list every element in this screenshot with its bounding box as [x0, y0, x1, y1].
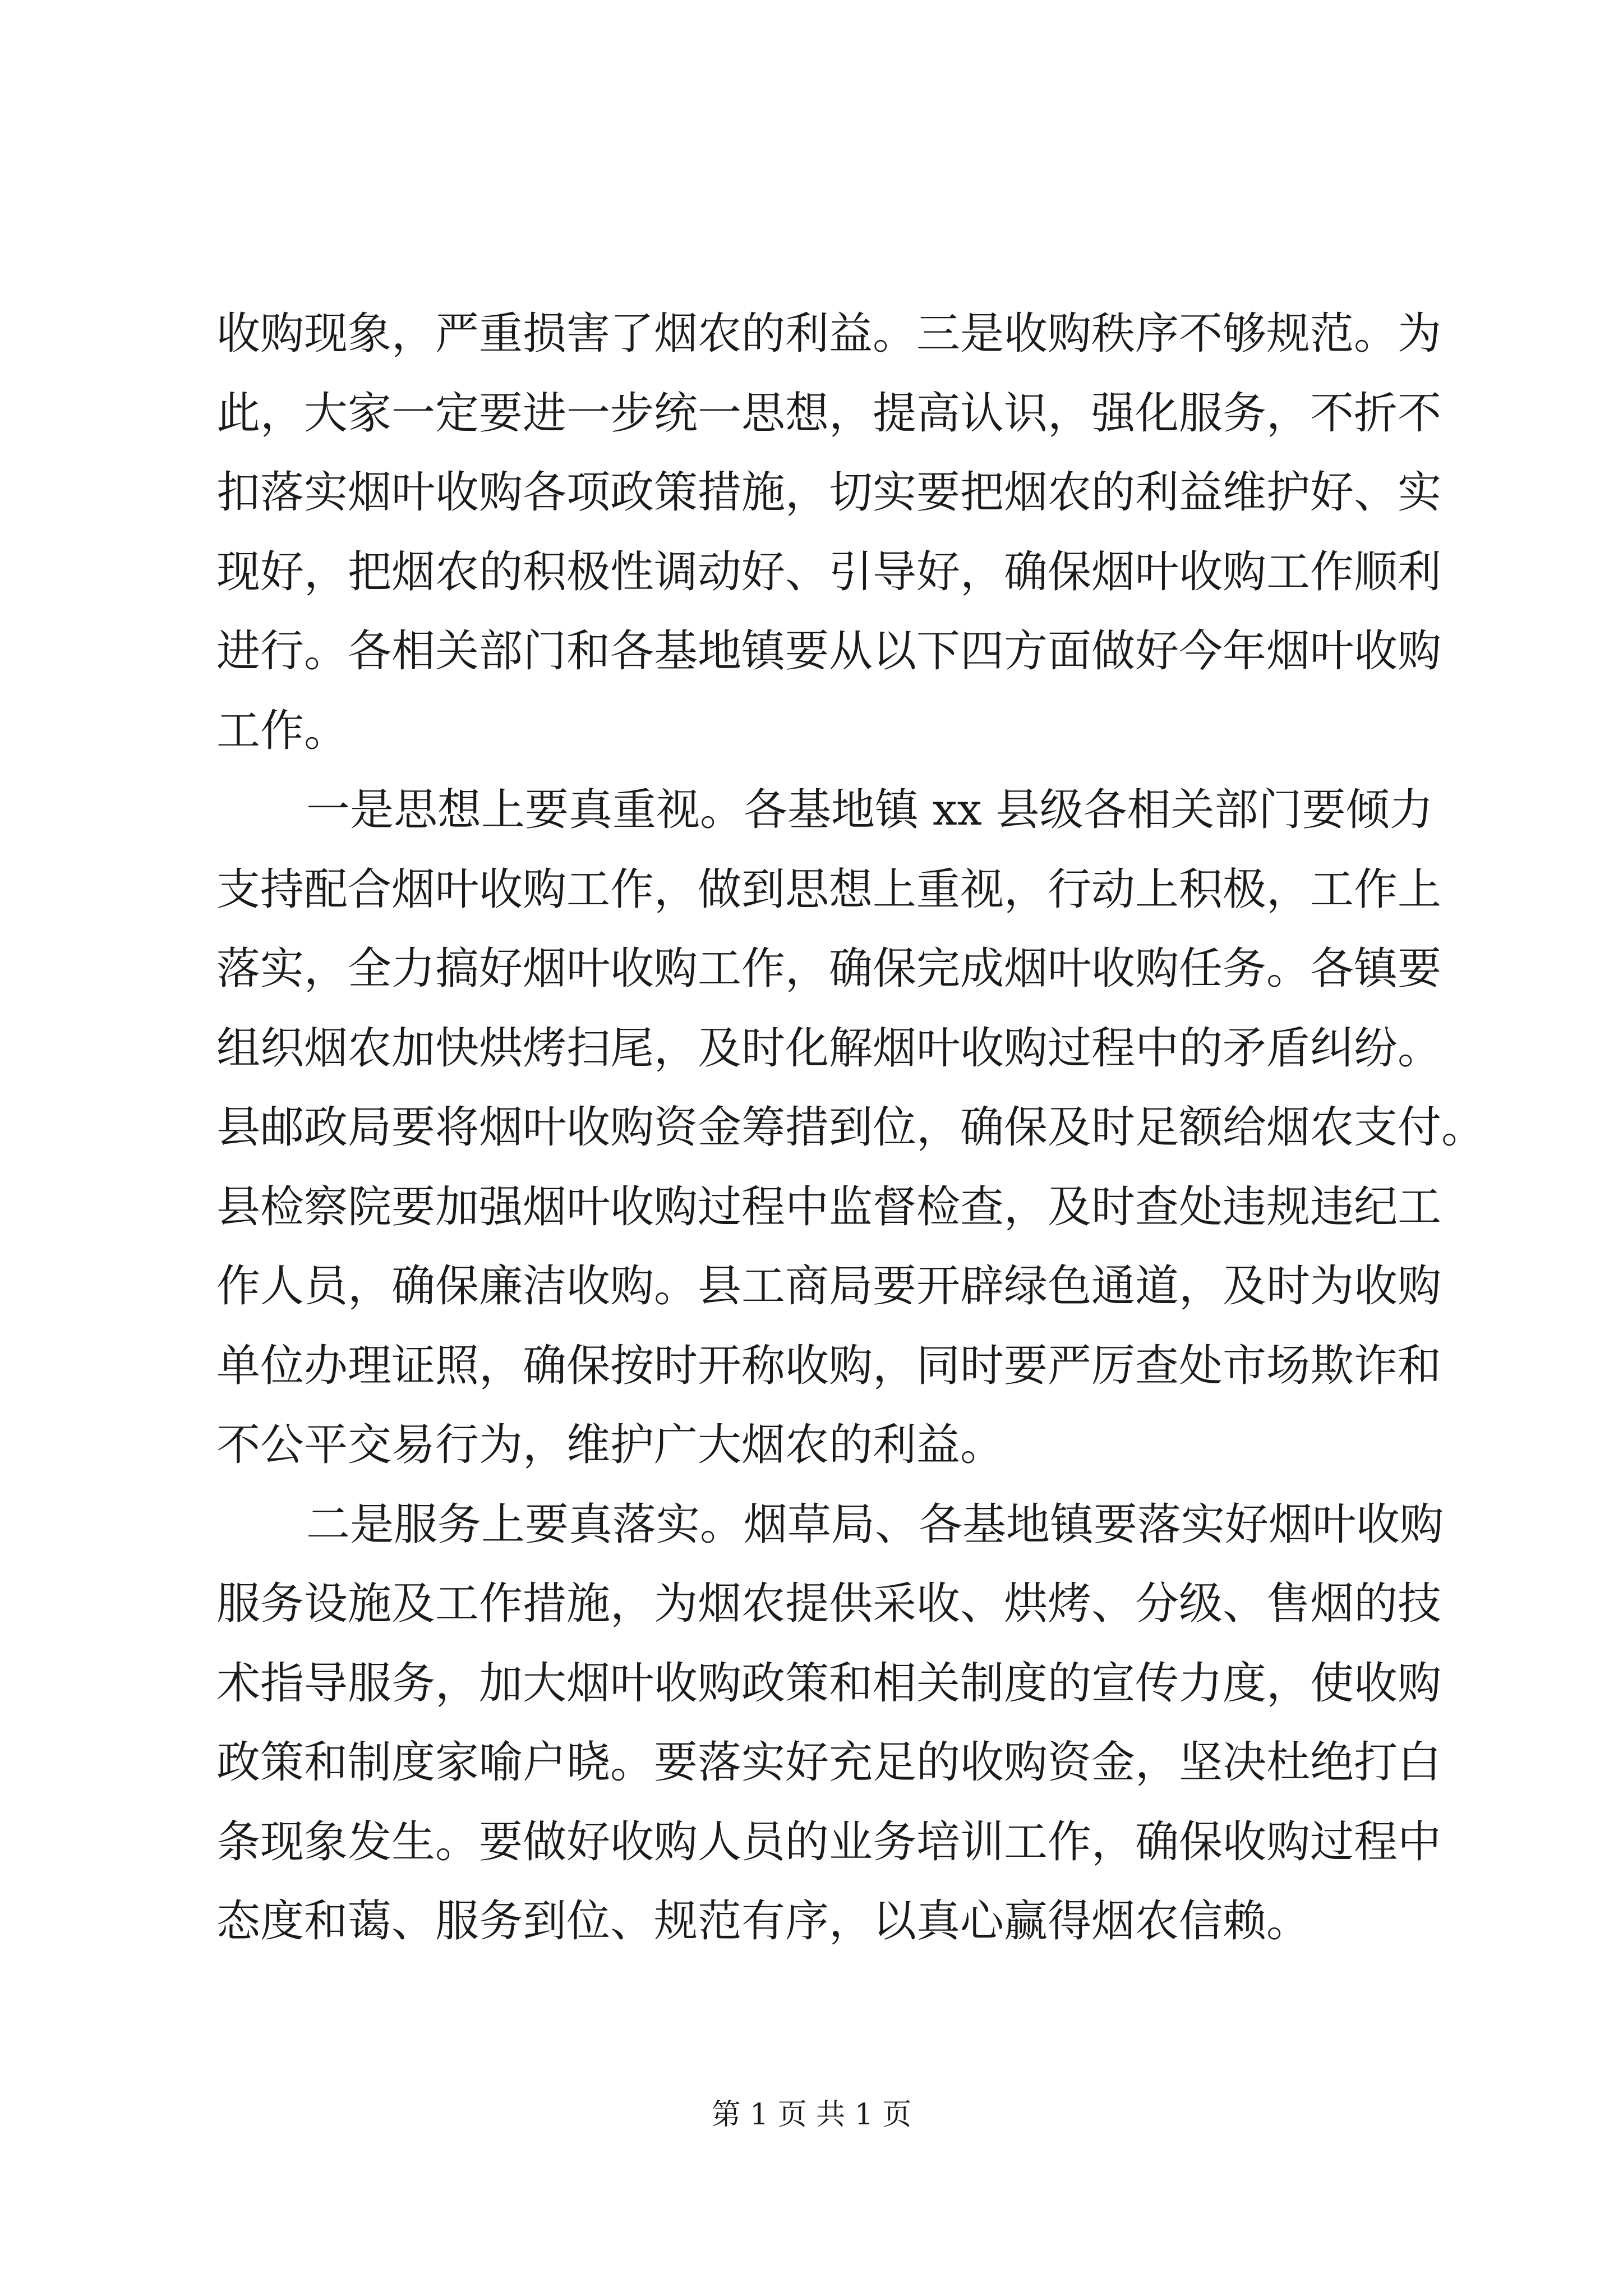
text-line: 条现象发生。要做好收购人员的业务培训工作，确保收购过程中 — [216, 1816, 1442, 1867]
text-line: 县检察院要加强烟叶收购过程中监督检查，及时查处违规违纪工 — [216, 1181, 1442, 1232]
text-line: 政策和制度家喻户晓。要落实好充足的收购资金，坚决杜绝打白 — [216, 1737, 1442, 1788]
text-line: 支持配合烟叶收购工作，做到思想上重视，行动上积极，工作上 — [216, 864, 1442, 915]
text-line: 不公平交易行为，维护广大烟农的利益。 — [216, 1420, 1004, 1470]
text-line: 术指导服务，加大烟叶收购政策和相关制度的宣传力度，使收购 — [216, 1658, 1442, 1709]
text-line: 服务设施及工作措施，为烟农提供采收、烘烤、分级、售烟的技 — [216, 1579, 1442, 1629]
paragraph-first-line: 二是服务上要真落实。烟草局、各基地镇要落实好烟叶收购 — [306, 1499, 1444, 1550]
body-text — [216, 295, 1486, 1962]
text-line: 进行。各相关部门和各基地镇要从以下四方面做好今年烟叶收购 — [216, 626, 1442, 677]
text-line: 作人员，确保廉洁收购。县工商局要开辟绿色通道，及时为收购 — [216, 1261, 1442, 1312]
text-line: 此，大家一定要进一步统一思想，提高认识，强化服务，不折不 — [216, 388, 1442, 439]
text-line: 县邮政局要将烟叶收购资金筹措到位，确保及时足额给烟农支付。 — [216, 1102, 1486, 1153]
paragraph-first-line: 一是思想上要真重视。各基地镇 xx 县级各相关部门要倾力 — [306, 785, 1433, 835]
text-line: 落实，全力搞好烟叶收购工作，确保完成烟叶收购任务。各镇要 — [216, 944, 1442, 994]
text-line: 现好，把烟农的积极性调动好、引导好，确保烟叶收购工作顺利 — [216, 546, 1442, 597]
text-line: 单位办理证照，确保按时开称收购，同时要严厉查处市场欺诈和 — [216, 1340, 1442, 1391]
text-line: 扣落实烟叶收购各项政策措施，切实要把烟农的利益维护好、实 — [216, 467, 1442, 518]
text-line: 组织烟农加快烘烤扫尾，及时化解烟叶收购过程中的矛盾纠纷。 — [216, 1023, 1442, 1074]
page-footer: 第 1 页 共 1 页 — [711, 2098, 912, 2132]
text-line: 态度和蔼、服务到位、规范有序，以真心赢得烟农信赖。 — [216, 1896, 1311, 1947]
text-line: 工作。 — [216, 705, 348, 756]
text-line: 收购现象，严重损害了烟农的利益。三是收购秩序不够规范。为 — [216, 309, 1442, 359]
